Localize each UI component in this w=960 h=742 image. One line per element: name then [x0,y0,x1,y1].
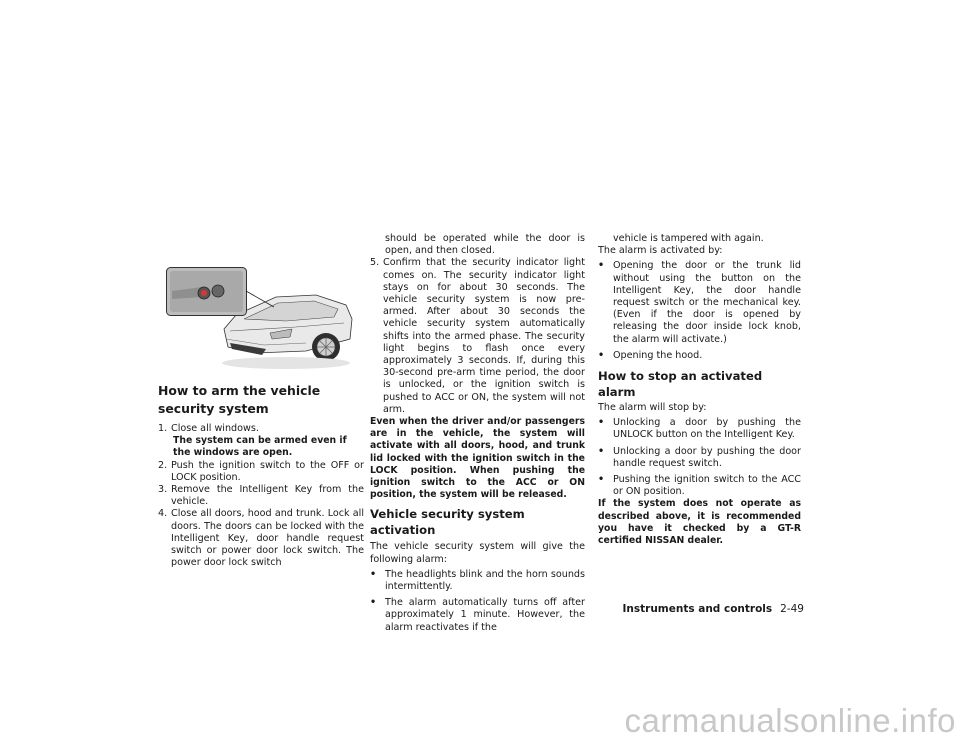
list-item: • The headlights blink and the horn sounds intermittently. [370,568,585,593]
closing-note: If the system does not operate as described above, it is recommended you have it checked by a GT-R certified NISSAN dealer. [598,498,801,547]
note-text: The system can be armed even if the windows are open. [173,435,347,459]
column-1 [158,382,364,569]
page-number: 2-49 [780,603,804,615]
list-item: • Unlocking a door by pushing the door handle request switch. [598,445,801,469]
car-illustration [166,267,355,378]
paragraph: The alarm is activated by: [598,245,723,257]
section-heading-activation: Vehicle security system activation [370,507,525,538]
vehicle-security-illustration [166,267,355,378]
list-item: • Unlocking a door by pushing the UNLOCK button on the Intelligent Key. [598,417,801,441]
list-item: 1. Close all windows. [158,423,259,434]
list-item: 5. Confirm that the security indicator light comes on. The security indicator light stays on for about 30 seconds. The vehicle security system is now pre-armed. After about 30 seconds the vehicle security system automatically shifts into the armed phase. The security light begins to flash once every approximately 3 seconds. If, during this 30-second pre-arm time period, the door is unlocked, or the ignition switch is pushed to ACC or ON, the system will not arm. [370,257,585,415]
column-3 [598,233,801,547]
list-item: 4. Close all doors, hood and trunk. Lock all doors. The doors can be locked with the Intelligent Key, door handle request switch or power door lock switch. The power door lock switch [158,508,364,569]
list-item: • Opening the hood. [598,349,703,361]
footer-section-title: Instruments and controls [622,603,773,615]
paragraph: The vehicle security system will give the following alarm: [370,541,585,565]
list-item: 2. Push the ignition switch to the OFF or LOCK position. [158,459,364,483]
list-item: 3. Remove the Intelligent Key from the vehicle. [158,484,364,508]
column-2 [370,233,585,634]
list-item: • Opening the door or the trunk lid without using the button on the Intelligent Key, the door handle request switch or the mechanical key. (Even if the door is opened by releasing the door inside lock knob, the alarm will activate.) [598,260,801,345]
page-footer [618,603,804,615]
list-item: • Pushing the ignition switch to the ACC or ON position. [598,474,801,498]
section-heading-stop: How to stop an activated alarm [598,369,763,400]
paragraph: should be operated while the door is open, and then closed. [385,233,585,257]
list-item: • The alarm automatically turns off after approximately 1 minute. However, the alarm reactivates if the [370,597,585,633]
watermark: carmanualsonline.info [624,702,956,739]
warning-text: Even when the driver and/or passengers are in the vehicle, the system will activate with all doors, hood, and trunk lid locked with the ignition switch in the LOCK position. When pushing the ignition switch to the ACC or ON position, the system will be released. [370,416,585,501]
paragraph: vehicle is tampered with again. [613,233,764,244]
section-heading-arm: How to arm the vehicle security system [158,383,321,416]
paragraph: The alarm will stop by: [598,402,707,414]
